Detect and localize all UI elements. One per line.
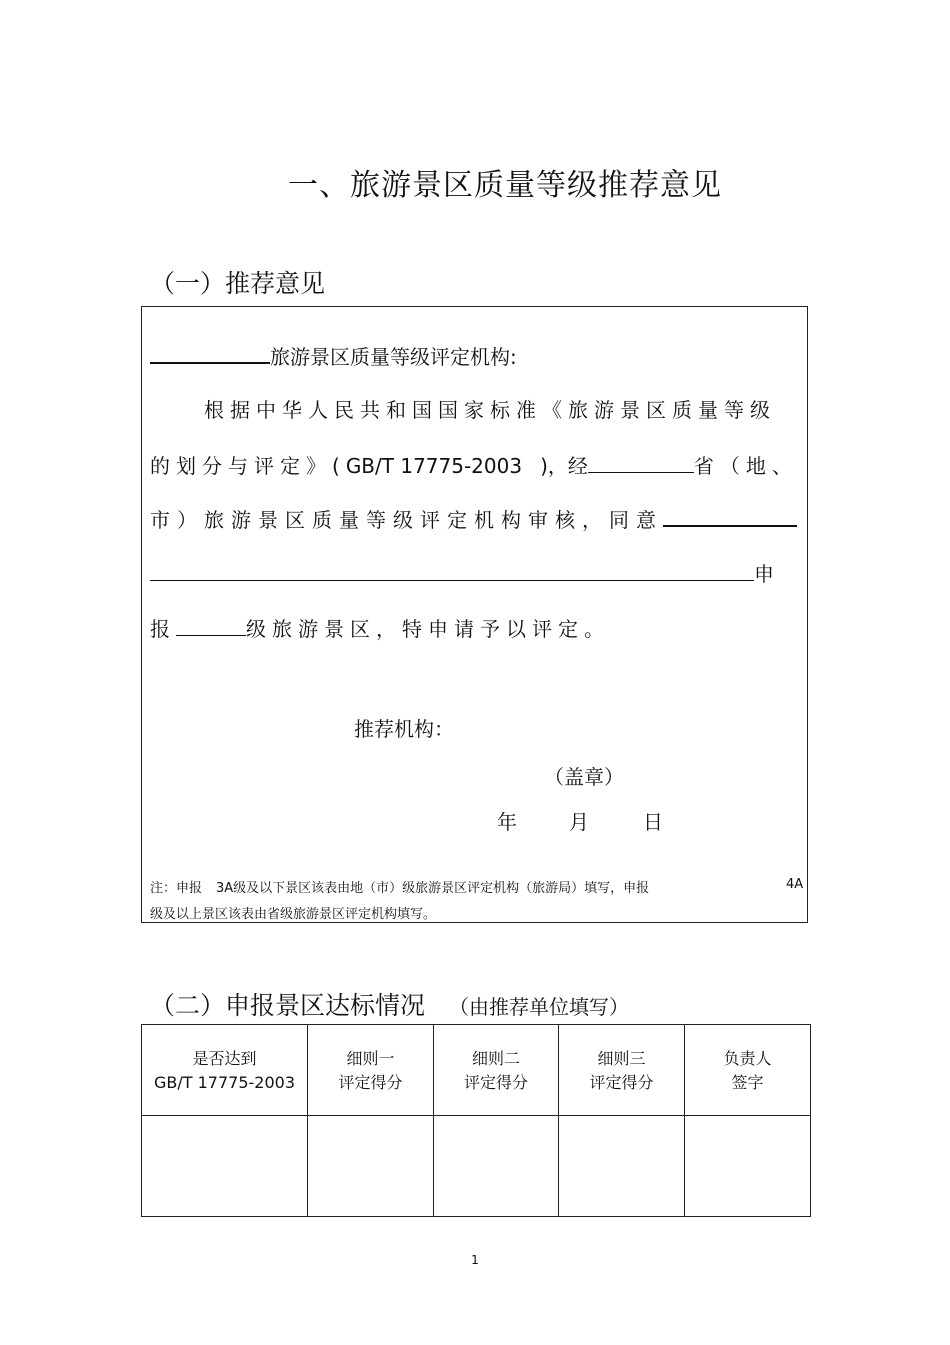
body-line-2c: )，经 (540, 454, 588, 478)
note-line-1: 3A级及以下景区该表由地（市）级旅游景区评定机构（旅游局）填写，申报 (216, 881, 650, 896)
grade-blank[interactable] (176, 615, 246, 636)
table-cell[interactable] (434, 1116, 559, 1217)
table-header-row (142, 1025, 811, 1116)
recommender-label: 推荐机构： (354, 717, 454, 741)
consent-blank-1[interactable] (663, 505, 797, 527)
table-cell[interactable] (142, 1116, 308, 1217)
section2-heading: （二）申报景区达标情况 (150, 991, 426, 1020)
table-cell[interactable] (559, 1116, 685, 1217)
body-line-1: 根据中华人民共和国国家标准《旅游景区质量等级 (204, 398, 776, 422)
table-header-cell: 细则三 评定得分 (559, 1025, 685, 1116)
body-line-2d: 省（地、 (693, 454, 798, 478)
table-header-cell: 细则一 评定得分 (308, 1025, 434, 1116)
date-year: 年 (497, 810, 517, 834)
seal-label: （盖章） (544, 765, 624, 789)
body-line-3: 市）旅游景区质量等级评定机构审核，同意 (150, 508, 663, 532)
recommendation-box (141, 306, 808, 923)
province-blank[interactable] (588, 452, 694, 473)
note-4a: 4A (786, 877, 804, 892)
note-line-2: 级及以上景区该表由省级旅游景区评定机构填写。 (150, 907, 437, 922)
page-number: 1 (471, 1253, 479, 1267)
consent-blank-2[interactable] (150, 560, 754, 581)
table-cell[interactable] (685, 1116, 811, 1217)
standard-code: GB/T 17775-2003 (345, 454, 523, 478)
body-line-2a: 的划分与评定》( (150, 454, 346, 478)
table-cell[interactable] (308, 1116, 434, 1217)
table-row (142, 1116, 811, 1217)
page-title: 一、旅游景区质量等级推荐意见 (288, 168, 722, 203)
date-day: 日 (643, 810, 663, 834)
table-header-cell: 负责人 签字 (685, 1025, 811, 1116)
table-header-cell: 是否达到 GB/T 17775-2003 (142, 1025, 308, 1116)
section1-heading: （一）推荐意见 (150, 269, 326, 298)
section2-note: （由推荐单位填写） (449, 995, 630, 1019)
date-month: 月 (569, 810, 589, 834)
note-prefix: 注：申报 (150, 881, 203, 896)
body-line-4: 申 (754, 562, 774, 586)
compliance-table (141, 1024, 811, 1217)
body-line-5b: 级旅游景区，特申请予以评定。 (246, 617, 610, 641)
table-header-cell: 细则二 评定得分 (434, 1025, 559, 1116)
body-line-5a: 报 (150, 617, 176, 641)
authority-name-blank[interactable] (150, 342, 270, 364)
addressee-label: 旅游景区质量等级评定机构: (270, 345, 517, 369)
